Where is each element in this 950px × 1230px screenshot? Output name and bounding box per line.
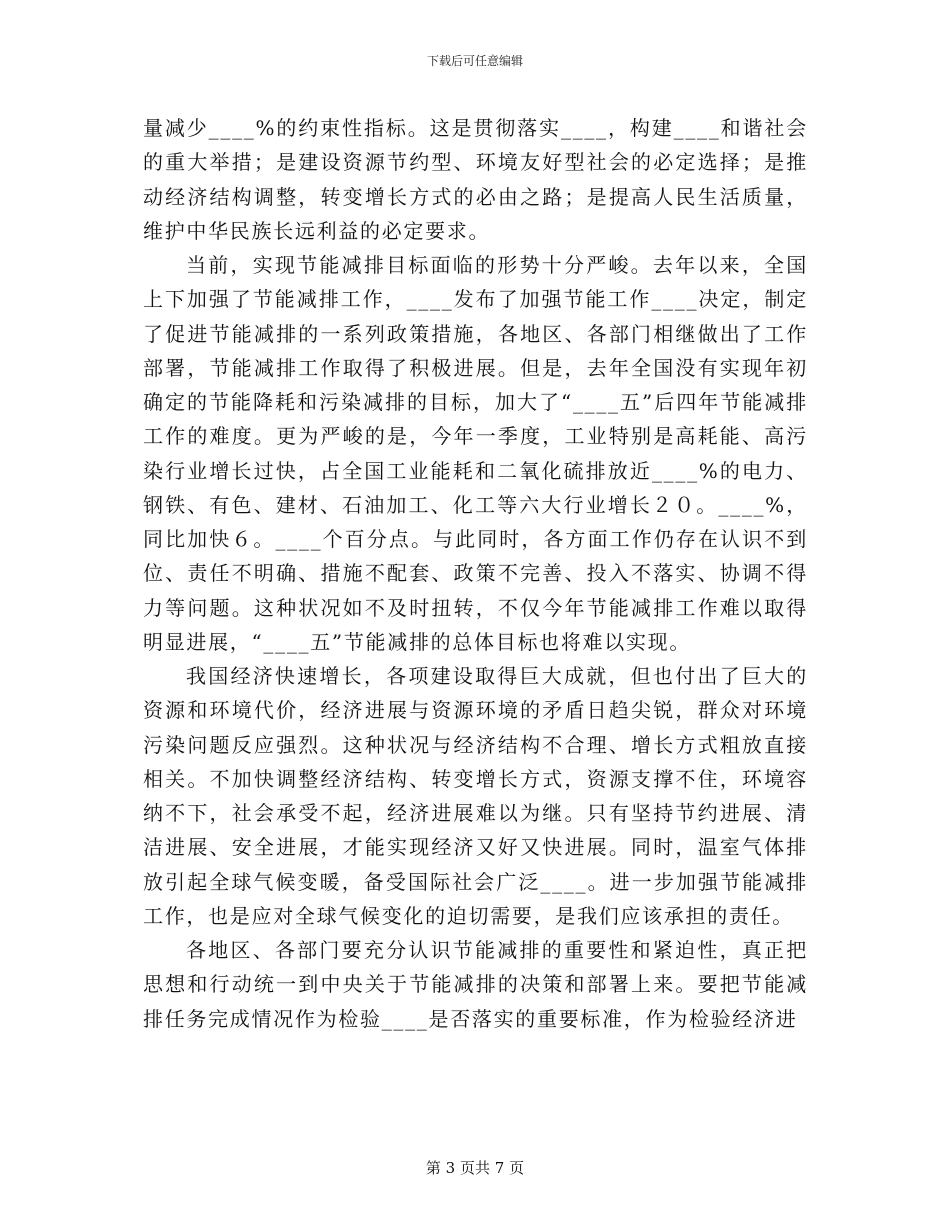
paragraph-economic-growth: 我国经济快速增长，各项建设取得巨大成就，但也付出了巨大的资源和环境代价，经济进展与资源环境的矛盾日趋尖锐，群众对环境污染问题反应强烈。这种状况与经济结构不合理、增长方式粗放直接相关。不加快调整经济结构、转变增长方式，资源支撑不住，环境容纳不下，社会承受不起，经济进展难以为继。只有坚持节约进展、清洁进展、安全进展，才能实现经济又好又快进展。同时，温室气体排放引起全球气候变暖，备受国际社会广泛____。进一步加强节能减排工作，也是应对全球气候变化的迫切需要，是我们应该承担的责任。 xyxy=(143,664,808,928)
document-body xyxy=(143,111,808,1036)
paragraph-continuation: 量减少____%的约束性指标。这是贯彻落实____，构建____和谐社会的重大举措；是建设资源节约型、环境友好型社会的必定选择；是推动经济结构调整，转变增长方式的必由之路；是提高人民生活质量，维护中华民族长远利益的必定要求。 xyxy=(143,116,808,243)
paragraph-current-situation: 当前，实现节能减排目标面临的形势十分严峻。去年以来，全国上下加强了节能减排工作，____发布了加强节能工作____决定，制定了促进节能减排的一系列政策措施，各地区、各部门相继做出了工作部署，节能减排工作取得了积极进展。但是，去年全国没有实现年初确定的节能降耗和污染减排的目标，加大了“____五”后四年节能减排工作的难度。更为严峻的是，今年一季度，工业特别是高耗能、高污染行业增长过快，占全国工业能耗和二氧化硫排放近____%的电力、钢铁、有色、建材、石油加工、化工等六大行业增长２０。____%，同比加快６。____个百分点。与此同时，各方面工作仍存在认识不到位、责任不明确、措施不配套、政策不完善、投入不落实、协调不得力等问题。这种状况如不及时扭转，不仅今年节能减排工作难以取得明显进展，“____五”节能减排的总体目标也将难以实现。 xyxy=(143,253,808,654)
page-number: 第 3 页共 7 页 xyxy=(425,1159,525,1177)
page-header: 下载后可任意编辑 xyxy=(426,54,523,68)
paragraph-departments: 各地区、各部门要充分认识节能减排的重要性和紧迫性，真正把思想和行动统一到中央关于节能减排的决策和部署上来。要把节能减排任务完成情况作为检验____是否落实的重要标准，作为检验经济进 xyxy=(143,938,808,1031)
